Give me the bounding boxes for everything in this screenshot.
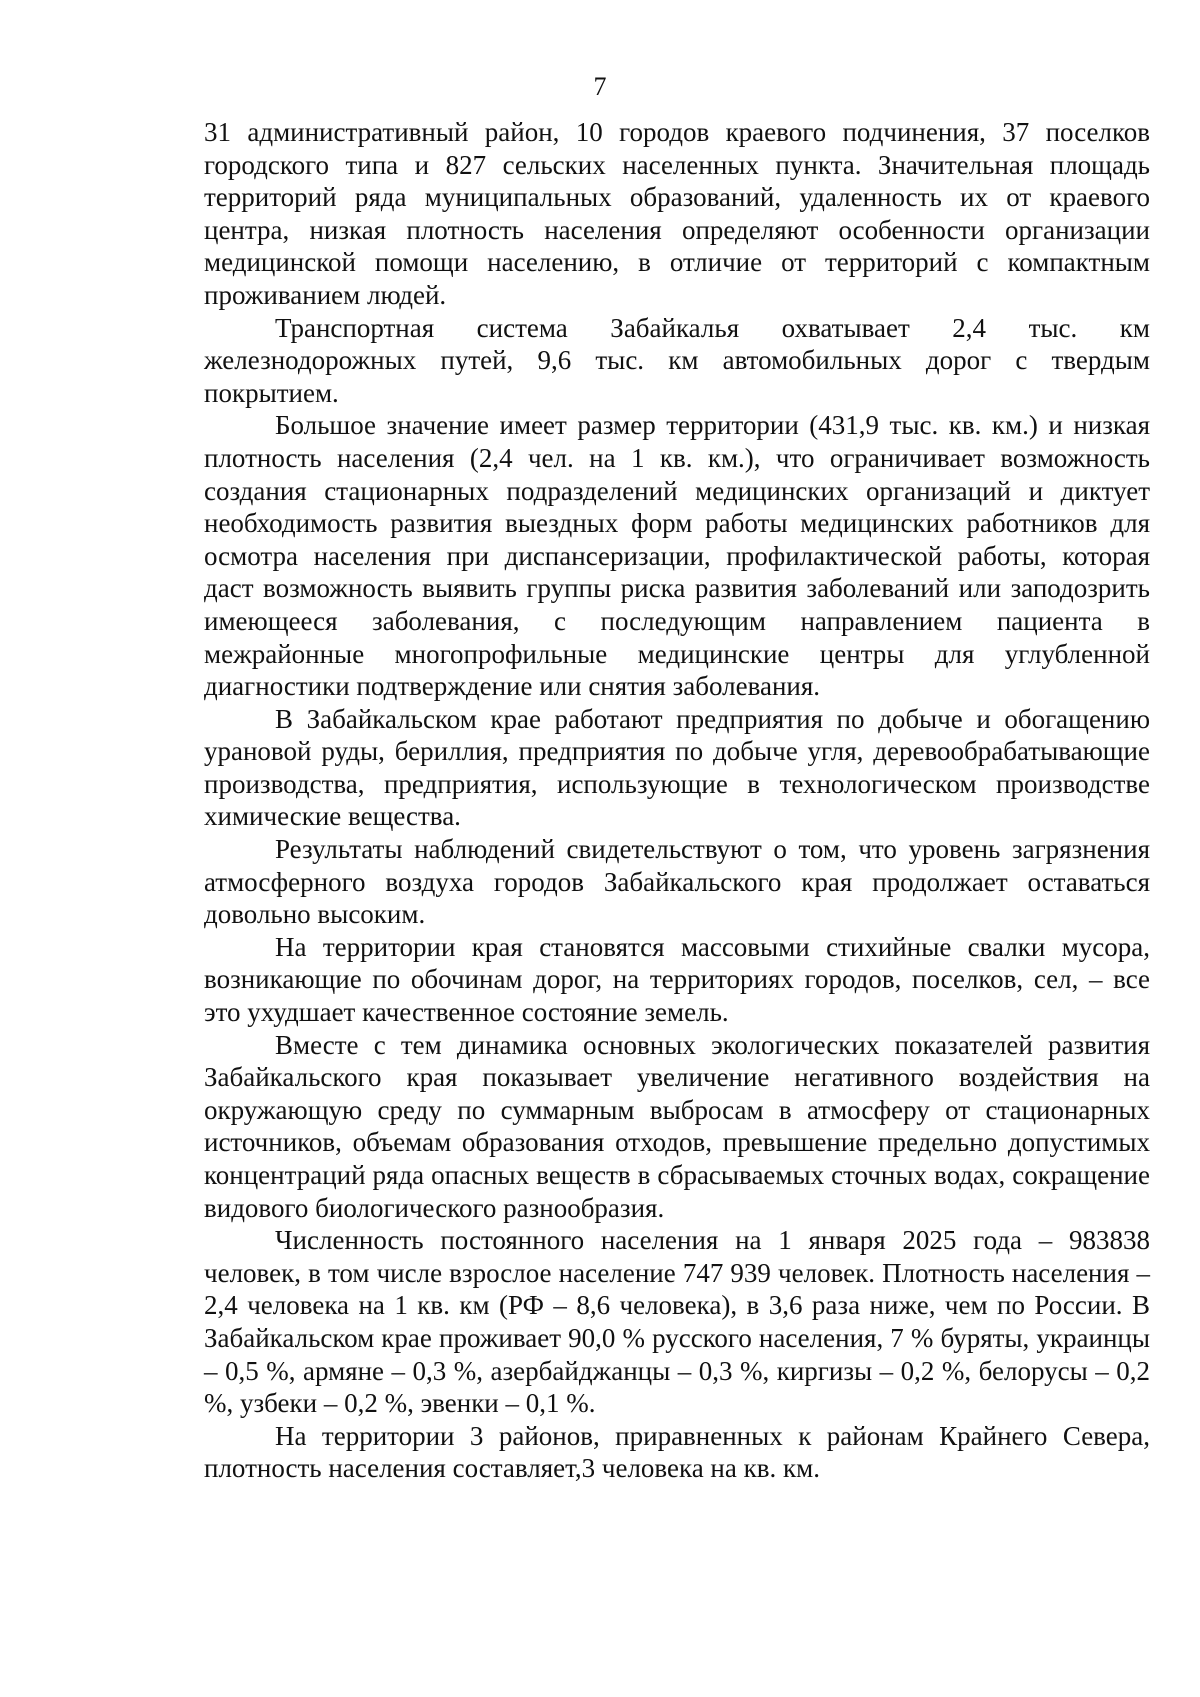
page-number: 7 — [593, 72, 607, 101]
paragraph-population: Численность постоянного населения на 1 января 2025 года – 983838 человек, в том числе взрослое население 747 939 человек. Плотность населения – 2,4 человека на 1 кв. км (РФ – 8,6 человека), в 3,6 раза ниже, чем по России. В Забайкальском крае проживает 90,0 % русского населения, 7 % буряты, украинцы – 0,5 %, армяне – 0,3 %, азербайджанцы – 0,3 %, киргизы – 0,2 %, белорусы – 0,2 %, узбеки – 0,2 %, эвенки – 0,1 %. — [204, 1225, 1150, 1419]
paragraph-far-north-districts: На территории 3 районов, приравненных к районам Крайнего Севера, плотность населения составляет,3 человека на кв. км. — [204, 1420, 1150, 1484]
paragraph-air-pollution: Результаты наблюдений свидетельствуют о том, что уровень загрязнения атмосферного воздуха городов Забайкальского края продолжает оставаться довольно высоким. — [204, 834, 1150, 930]
paragraph-environmental-dynamics: Вместе с тем динамика основных экологических показателей развития Забайкальского края показывает увеличение негативного воздействия на окружающую среду по суммарным выбросам в атмосферу от стационарных источников, объемам образования отходов, превышение предельно допустимых концентраций ряда опасных веществ в сбрасываемых сточных водах, сокращение видового биологического разнообразия. — [204, 1029, 1150, 1223]
paragraph-administrative-divisions: 31 административный район, 10 городов краевого подчинения, 37 поселков городского типа и 827 сельских населенных пункта. Значительная площадь территорий ряда муниципальных образований, удаленность их от краевого центра, низкая плотность населения определяют особенности организации медицинской помощи населению, в отличие от территорий с компактным проживанием людей. — [204, 117, 1150, 310]
paragraph-industrial-enterprises: В Забайкальском крае работают предприятия по добыче и обогащению урановой руды, бериллия, предприятия по добыче угля, деревообрабатывающие производства, предприятия, использующие в технологическом производстве химические вещества. — [204, 703, 1150, 832]
paragraph-waste-dumps: На территории края становятся массовыми стихийные свалки мусора, возникающие по обочинам дорог, на территориях городов, поселков, сел, – все это ухудшает качественное состояние земель. — [204, 931, 1150, 1028]
paragraph-territory-size: Большое значение имеет размер территории (431,9 тыс. кв. км.) и низкая плотность населения (2,4 чел. на 1 кв. км.), что ограничивает возможность создания стационарных подразделений медицинских организаций и диктует необходимость развития выездных форм работы медицинских работников для осмотра населения при диспансеризации, профилактической работы, которая даст возможность выявить группы риска развития заболеваний или заподозрить имеющееся заболевания, с последующим направлением пациента в межрайонные многопрофильные медицинские центры для углубленной диагностики подтверждение или снятия заболевания. — [204, 410, 1150, 702]
body-text — [204, 116, 1150, 1485]
paragraph-transport-system: Транспортная система Забайкалья охватывает 2,4 тыс. км железнодорожных путей, 9,6 тыс. км автомобильных дорог с твердым покрытием. — [204, 312, 1150, 408]
